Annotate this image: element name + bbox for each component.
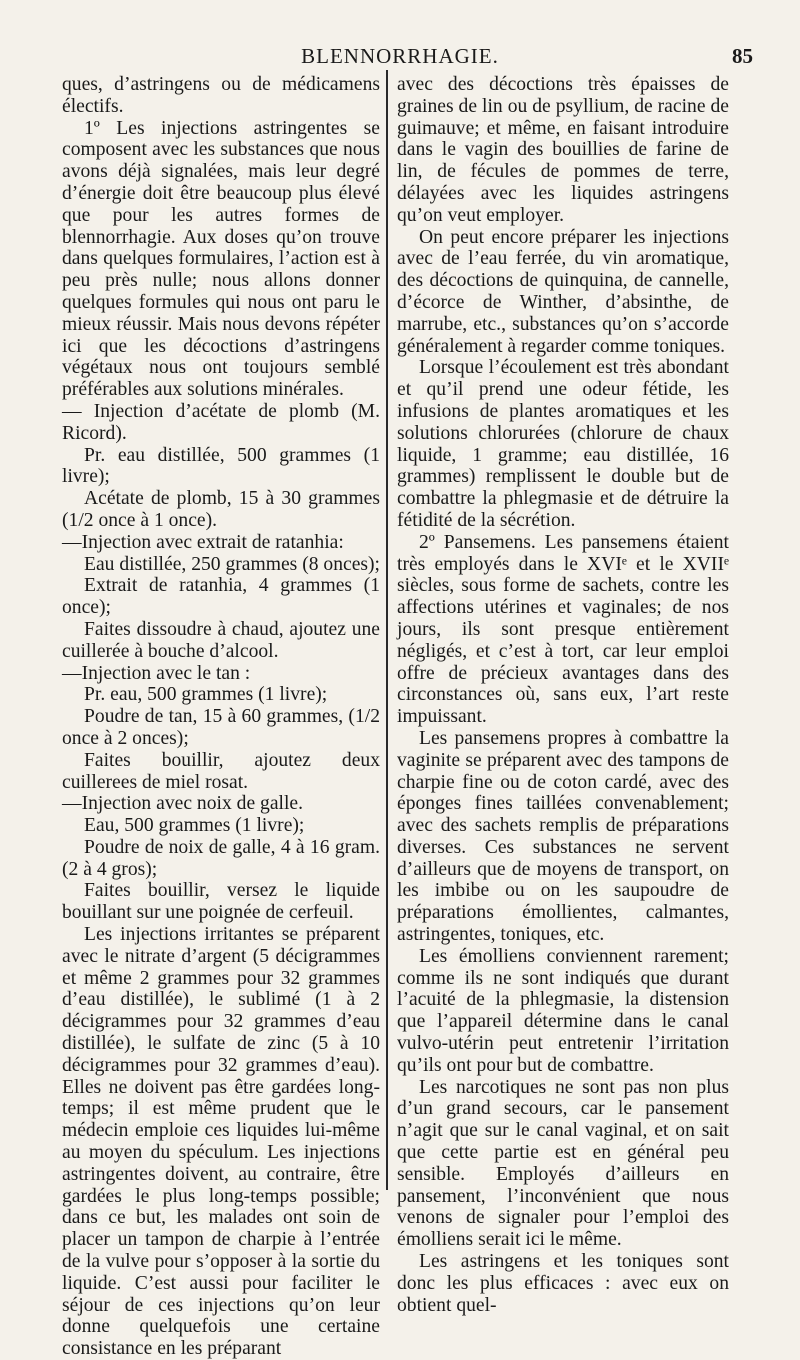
paragraph: — Injection d’acétate de plomb (M. Ricord). (62, 400, 380, 444)
paragraph: 2º Pansemens. Les pansemens étaient très employés dans le XVIᵉ et le XVIIᵉ siècles, sous forme de sachets, contre les affections utérines et vaginales; de nos jours, ils sont presque entièrement négligés, et c’est à tort, car leur emploi offre de précieux avantages dans des circonstances où, sans eux, l’art reste impuissant. (397, 531, 729, 728)
paragraph: Les narcotiques ne sont pas non plus d’un grand secours, car le pansement n’agit que sur le canal vaginal, et on sait que cette partie est en général peu sensible. Employés d’ailleurs en pansement, l’inconvénient que nous venons de signaler pour l’emploi des émolliens serait ici le même. (397, 1076, 729, 1251)
paragraph: Les pansemens propres à combattre la vaginite se préparent avec des tampons de charpie fine ou de coton cardé, avec des éponges fines taillées convenablement; avec des sachets remplis de préparations diverses. Ces substances ne servent d’ailleurs que de moyens de transport, on les imbibe ou on les saupoudre de préparations émollientes, calmantes, astringentes, toniques, etc. (397, 727, 729, 946)
paragraph: —Injection avec le tan : (62, 662, 251, 684)
formula-line: Eau distillée, 250 grammes (8 onces); (84, 553, 381, 575)
paragraph: On peut encore préparer les injections avec de l’eau ferrée, du vin aromatique, des décoctions de quinquina, de cannelle, d’écorce de Winther, d’absinthe, de marrube, etc., substances qu’on s’accorde généralement à regarder comme toniques. (397, 226, 729, 357)
paragraph: Les injections irritantes se préparent avec le nitrate d’argent (5 décigrammes et même 2 grammes pour 32 grammes d’eau distillée), le sublimé (1 à 2 décigrammes pour 32 grammes d’eau distillée), le sulfate de zinc (5 à 10 décigrammes pour 32 grammes d’eau). Elles ne doivent pas être gardées long-temps; il est même prudent que le médecin emploie ces liquides lui-même au moyen du spéculum. Les injections astringentes doivent, au contraire, être gardées le plus long-temps possible; dans ce but, les malades ont soin de placer un tampon de charpie à l’entrée de la vulve pour s’opposer à la sortie du liquide. C’est aussi pour faciliter le séjour de ces injections qu’on leur donne quelquefois une certaine consistance en les préparant (62, 924, 380, 1360)
paragraph: Les émolliens conviennent rarement; comme ils ne sont indiqués que durant l’acuité de la phlegmasie, la distension que l’appareil détermine dans le canal vulvo-utérin peut entretenir l’irritation qu’ils ont pour but de combattre. (397, 945, 729, 1076)
formula-line: Faites dissoudre à chaud, ajoutez une cuillerée à bouche d’alcool. (62, 618, 380, 662)
paragraph: —Injection avec extrait de ratanhia: (62, 531, 344, 553)
paragraph: ques, d’astringens ou de médicamens électifs. (62, 74, 380, 117)
paragraph: 1º Les injections astringentes se composent avec les substances que nous avons déjà signalées, mais leur degré d’énergie doit être beaucoup plus élevé que pour les autres formes de blennorrhagie. Aux doses qu’on trouve dans quelques formulaires, l’action est à peu près nulle; nous allons donner quelques formules qui nous ont paru le mieux réussir. Mais nous devons répéter ici que les décoctions d’astringens végétaux nous ont toujours semblé préférables aux solutions minérales. (62, 117, 380, 401)
paragraph: Lorsque l’écoulement est très abondant et qu’il prend une odeur fétide, les infusions de plantes aromatiques et les solutions chlorurées (chlorure de chaux liquide, 1 gramme; eau distillée, 16 grammes) remplissent le double but de combattre la phlegmasie et de détruire la fétidité de la sécrétion. (397, 357, 729, 531)
paragraph: avec des décoctions très épaisses de graines de lin ou de psyllium, de racine de guimauve; et même, en faisant introduire dans le vagin des bouillies de farine de lin, de fécules de pommes de terre, délayées avec les liquides astringens qu’on veut employer. (397, 74, 729, 226)
running-title: BLENNORRHAGIE. (301, 44, 499, 68)
formula-line: Eau, 500 grammes (1 livre); (84, 815, 305, 837)
formula-line: Poudre de tan, 15 à 60 grammes, (1/2 once à 2 onces); (62, 706, 380, 749)
formula-line: Poudre de noix de galle, 4 à 16 gram. (2 à 4 gros); (62, 836, 380, 880)
paragraph: Les astringens et les toniques sont donc les plus efficaces : avec eux on obtient quel- (397, 1251, 729, 1316)
paragraph: —Injection avec noix de galle. (62, 793, 304, 815)
formula-line: Pr. eau distillée, 500 grammes (1 livre); (62, 444, 380, 488)
left-column (62, 74, 380, 1360)
page-number: 85 (732, 44, 753, 68)
formula-line: Pr. eau, 500 grammes (1 livre); (84, 684, 328, 706)
formula-line: Faites bouillir, versez le liquide bouillant sur une poignée de cerfeuil. (62, 880, 380, 924)
running-head (0, 44, 800, 72)
formula-line: Faites bouillir, ajoutez deux cuillerees de miel rosat. (62, 749, 380, 793)
column-divider (386, 70, 388, 1190)
formula-line: Acétate de plomb, 15 à 30 grammes (1/2 once à 1 once). (62, 488, 380, 531)
right-column (397, 74, 729, 1316)
formula-line: Extrait de ratanhia, 4 grammes (1 once); (62, 575, 380, 619)
